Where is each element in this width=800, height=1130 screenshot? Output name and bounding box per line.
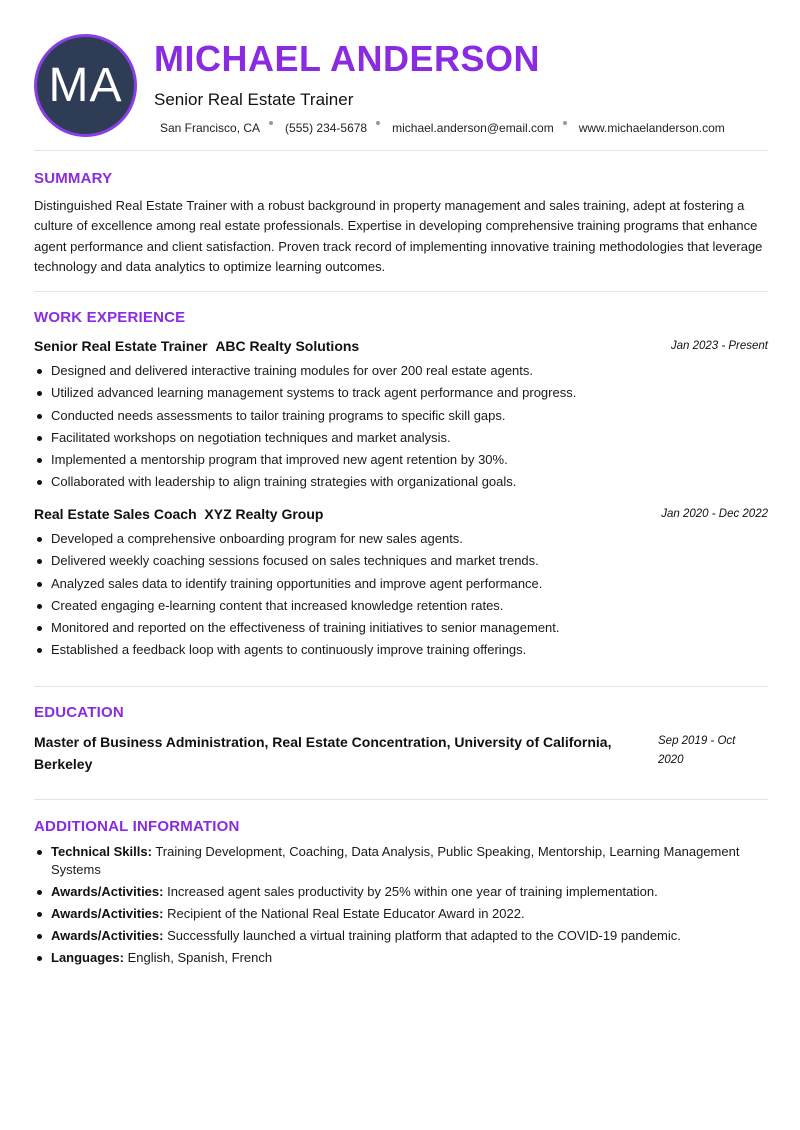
list-item: Conducted needs assessments to tailor training programs to specific skill gaps. [34, 405, 768, 427]
contact-phone: (555) 234-5678 [285, 121, 368, 135]
list-item [34, 927, 768, 945]
summary-heading: SUMMARY [34, 170, 113, 187]
candidate-title: Senior Real Estate Trainer [154, 90, 354, 109]
candidate-name: MICHAEL ANDERSON [154, 38, 541, 79]
list-item [34, 883, 768, 901]
contact-website[interactable]: www.michaelanderson.com [578, 121, 725, 135]
list-item [34, 843, 768, 879]
item-label: Awards/Activities: [51, 884, 164, 899]
list-item [34, 949, 768, 967]
list-item: Established a feedback loop with agents to continuously improve training offerings. [34, 639, 768, 661]
education-dates: Sep 2019 - Oct 2020 [658, 735, 736, 766]
list-item: Developed a comprehensive onboarding program for new sales agents. [34, 528, 768, 550]
item-label: Awards/Activities: [51, 928, 164, 943]
job-header [34, 506, 768, 526]
job-header [34, 338, 768, 358]
education-heading: EDUCATION [34, 704, 124, 721]
item-text: Successfully launched a virtual training platform that adapted to the COVID-19 pandemic. [167, 928, 681, 943]
contact-email[interactable]: michael.anderson@email.com [392, 121, 554, 135]
job-company: XYZ Realty Group [204, 506, 324, 522]
item-label: Languages: [51, 950, 124, 965]
job-bullets [34, 528, 768, 662]
separator-dot-icon [376, 121, 380, 125]
job-bullets [34, 360, 768, 494]
separator-dot-icon [269, 121, 273, 125]
list-item [34, 905, 768, 923]
education-degree: Master of Business Administration, Real Estate Concentration, University of California, Berkeley [34, 734, 612, 772]
item-text: Increased agent sales productivity by 25% within one year of training implementation. [167, 884, 658, 899]
job-company: ABC Realty Solutions [215, 338, 360, 354]
item-label: Technical Skills: [51, 844, 152, 859]
list-item: Delivered weekly coaching sessions focused on sales techniques and market trends. [34, 550, 768, 572]
avatar [34, 34, 137, 137]
job-title: Real Estate Sales Coach [34, 506, 197, 522]
additional-heading: ADDITIONAL INFORMATION [34, 818, 240, 835]
contact-line [160, 121, 725, 135]
list-item: Created engaging e-learning content that increased knowledge retention rates. [34, 595, 768, 617]
divider [34, 150, 768, 151]
list-item: Implemented a mentorship program that improved new agent retention by 30%. [34, 449, 768, 471]
list-item: Facilitated workshops on negotiation techniques and market analysis. [34, 427, 768, 449]
resume-header [34, 34, 768, 138]
list-item: Analyzed sales data to identify training opportunities and improve agent performance. [34, 573, 768, 595]
additional-list [34, 843, 768, 971]
job-title: Senior Real Estate Trainer [34, 338, 208, 354]
job-role [34, 338, 359, 354]
list-item: Collaborated with leadership to align training strategies with organizational goals. [34, 471, 768, 493]
separator-dot-icon [563, 121, 567, 125]
job-role [34, 506, 323, 522]
job-dates: Jan 2023 - Present [670, 340, 768, 352]
list-item: Monitored and reported on the effectiveness of training initiatives to senior management. [34, 617, 768, 639]
experience-heading: WORK EXPERIENCE [34, 309, 186, 326]
item-text: Recipient of the National Real Estate Educator Award in 2022. [167, 906, 525, 921]
divider [34, 799, 768, 800]
item-label: Awards/Activities: [51, 906, 164, 921]
divider [34, 291, 768, 292]
contact-location: San Francisco, CA [160, 121, 261, 135]
divider [34, 686, 768, 687]
summary-text: Distinguished Real Estate Trainer with a robust background in property management and sales training, adept at fostering a culture of excellence among real estate professionals. Expertise in developing comprehensive training programs that enhance agent performance and client satisfaction. Proven track record of implementing innovative training methodologies that leverage technology and data analytics to optimize learning outcomes. [34, 198, 763, 275]
item-text: Training Development, Coaching, Data Analysis, Public Speaking, Mentorship, Learning Management Systems [51, 844, 740, 877]
job-dates: Jan 2020 - Dec 2022 [661, 508, 768, 520]
item-text: English, Spanish, French [127, 950, 273, 965]
list-item: Utilized advanced learning management systems to track agent performance and progress. [34, 382, 768, 404]
avatar-initials: MA [48, 59, 123, 112]
list-item: Designed and delivered interactive training modules for over 200 real estate agents. [34, 360, 768, 382]
